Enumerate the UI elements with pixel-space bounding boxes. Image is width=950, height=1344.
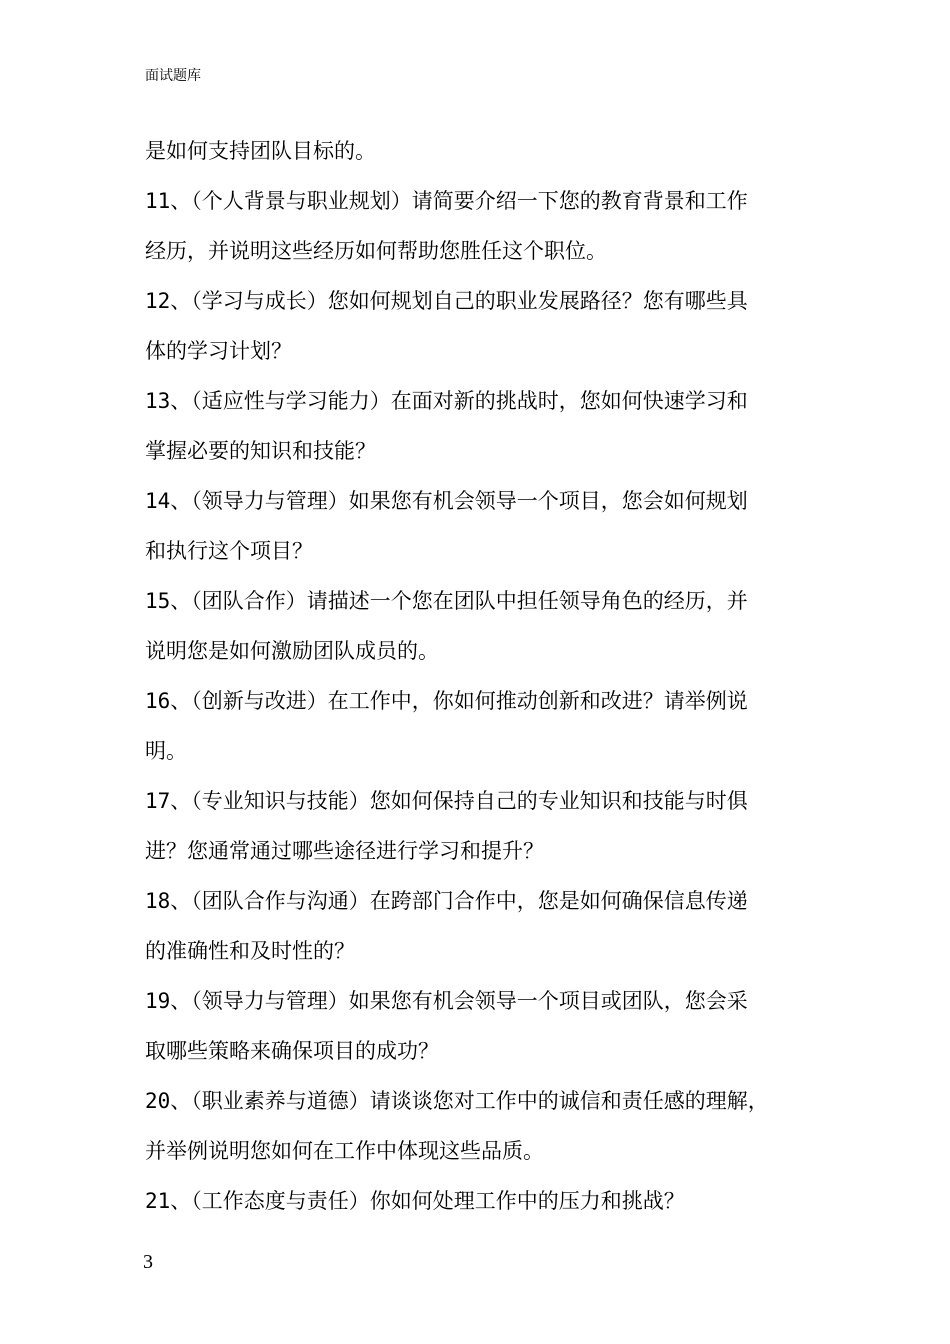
question-13: 13、（适应性与学习能力）在面对新的挑战时，您如何快速学习和 掌握必要的知识和技能？ — [145, 389, 748, 463]
question-11: 11、（个人背景与职业规划）请简要介绍一下您的教育背景和工作 经历，并说明这些经历如何帮助您胜任这个职位。 — [145, 189, 748, 263]
question-20: 20、（职业素养与道德）请谈谈您对工作中的诚信和责任感的理解， 并举例说明您如何在工作中体现这些品质。 — [145, 1089, 769, 1163]
question-19: 19、（领导力与管理）如果您有机会领导一个项目或团队，您会采 取哪些策略来确保项目的成功？ — [145, 989, 748, 1063]
question-14: 14、（领导力与管理）如果您有机会领导一个项目，您会如何规划 和执行这个项目？ — [145, 489, 748, 563]
question-21: 21、（工作态度与责任）你如何处理工作中的压力和挑战？ — [145, 1189, 685, 1213]
question-16: 16、（创新与改进）在工作中，你如何推动创新和改进？请举例说 明。 — [145, 689, 748, 763]
running-header: 面试题库 — [145, 68, 201, 84]
question-18: 18、（团队合作与沟通）在跨部门合作中，您是如何确保信息传递 的准确性和及时性的？ — [145, 889, 748, 963]
paragraph-continuation: 是如何支持团队目标的。 — [145, 139, 376, 163]
page-number: 3 — [143, 1251, 153, 1273]
question-17: 17、（专业知识与技能）您如何保持自己的专业知识和技能与时俱 进？您通常通过哪些途径进行学习和提升？ — [145, 789, 748, 863]
question-12: 12、（学习与成长）您如何规划自己的职业发展路径？您有哪些具 体的学习计划？ — [145, 289, 748, 363]
question-list — [145, 126, 815, 1226]
question-15: 15、（团队合作）请描述一个您在团队中担任领导角色的经历，并 说明您是如何激励团队成员的。 — [145, 589, 748, 663]
